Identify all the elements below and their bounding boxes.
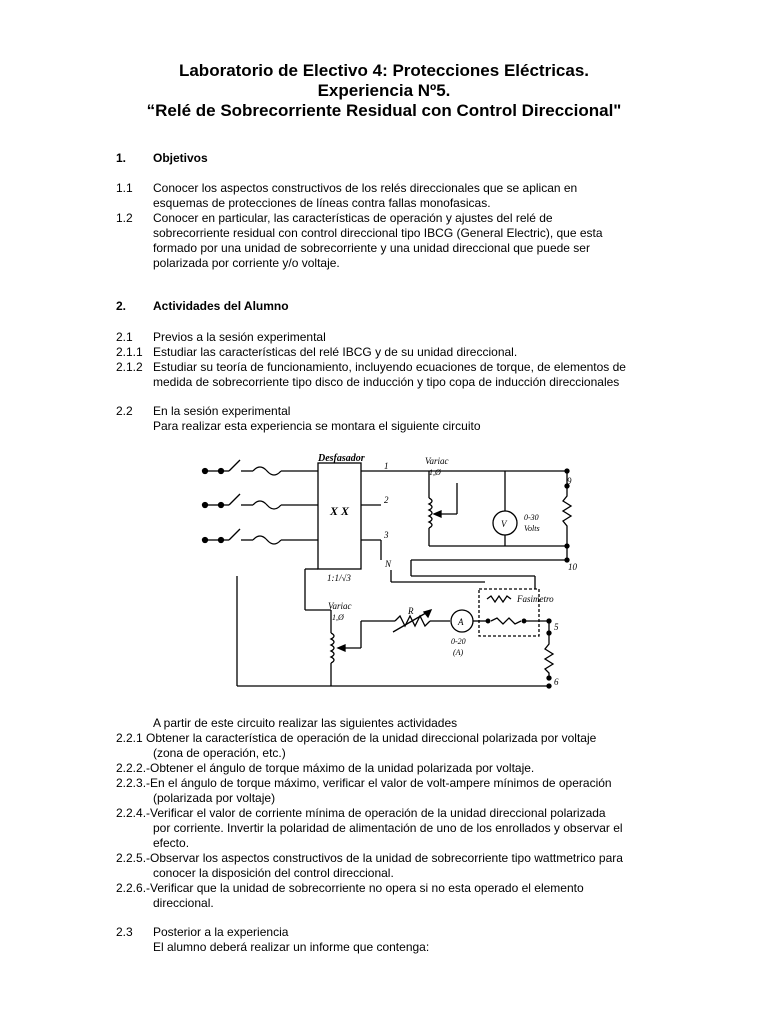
bottom-variac-coil xyxy=(331,633,334,663)
text-line: esquemas de protecciones de líneas contra fallas monofasicas. xyxy=(153,196,491,210)
text-line: Posterior a la experiencia xyxy=(153,925,289,939)
activity-lead: 2.2.5.-Observar los aspectos constructivos de la unidad de sobrecorriente tipo wattmetrico para xyxy=(116,851,623,865)
activity-continuation: conocer la disposición del control direccional. xyxy=(153,866,394,880)
text-line: En la sesión experimental xyxy=(153,404,291,418)
text-line: Para realizar esta experiencia se montara el siguiente circuito xyxy=(153,419,481,433)
activity-continuation: por corriente. Invertir la polaridad de alimentación de uno de los enrollados y observar el xyxy=(153,821,623,835)
activity-lead: 2.2.1 Obtener la característica de operación de la unidad direccional polarizada por voltaje xyxy=(116,731,597,745)
item-number: 2.1.1 xyxy=(116,345,143,359)
switches-and-fuses xyxy=(221,460,318,544)
top-variac-phase: 1,Ø xyxy=(429,468,441,477)
bottom-variac-phase: 1,Ø xyxy=(332,613,344,622)
activity-2-2-5 xyxy=(116,851,676,881)
document-title-line-2: Experiencia Nº5. xyxy=(317,81,451,100)
terminal-10-label: 10 xyxy=(568,562,577,572)
input-terminals xyxy=(203,469,224,543)
item-number: 2.1 xyxy=(116,330,133,344)
text-line: El alumno deberá realizar un informe que contenga: xyxy=(153,940,430,954)
ammeter-range: 0-20 xyxy=(451,637,466,646)
voltmeter-unit: Volts xyxy=(524,524,540,533)
item-text xyxy=(153,360,663,390)
activity-2-2-1 xyxy=(116,731,676,761)
item-text xyxy=(153,181,663,211)
windings-label: X X xyxy=(330,504,350,518)
item-number: 2.1.2 xyxy=(116,360,143,374)
item-number: 2.2 xyxy=(116,404,133,418)
item-number: 1.1 xyxy=(116,181,133,195)
activity-lead: 2.2.6.-Verificar que la unidad de sobrecorriente no opera si no esta operado el elemento xyxy=(116,881,584,895)
top-variac-coil xyxy=(429,498,432,528)
text-line: sobrecorriente residual con control direccional tipo IBCG (General Electric), que esta xyxy=(153,226,603,240)
text-line: Estudiar su teoría de funcionamiento, incluyendo ecuaciones de torque, de elementos de xyxy=(153,360,626,374)
terminal-1-label: 1 xyxy=(384,461,389,471)
terminal-3-label: 3 xyxy=(384,530,389,540)
activity-lead: 2.2.3.-En el ángulo de torque máximo, verificar el valor de volt-ampere mínimos de operación xyxy=(116,776,612,790)
text-line: formado por una unidad de sobrecorriente y una unidad direccional que puede ser xyxy=(153,241,590,255)
resistor-label: R xyxy=(408,606,414,616)
activity-continuation: direccional. xyxy=(153,896,214,910)
terminal-9-label: 9 xyxy=(567,476,572,486)
current-coil-5-6 xyxy=(545,635,553,678)
voltmeter-range: 0-30 xyxy=(524,513,539,522)
fasimetro-voltage-coil xyxy=(487,596,511,602)
intro-text: A partir de este circuito realizar las siguientes actividades xyxy=(153,716,458,730)
terminal-5-label: 5 xyxy=(554,622,559,632)
voltmeter-symbol: V xyxy=(501,519,507,529)
item-text: Estudiar las características del relé IBCG y de su unidad direccional. xyxy=(153,345,518,359)
text-line: Conocer en particular, las características de operación y ajustes del relé de xyxy=(153,211,553,225)
activity-continuation: efecto. xyxy=(153,836,190,850)
ammeter-unit: (A) xyxy=(453,648,464,657)
neutral-label: N xyxy=(385,559,392,569)
activity-lead: 2.2.2.-Obtener el ángulo de torque máximo de la unidad polarizada por voltaje. xyxy=(116,761,535,775)
section-title: Objetivos xyxy=(153,151,208,165)
document-title-line-1: Laboratorio de Electivo 4: Protecciones Eléctricas. xyxy=(178,61,590,80)
item-text xyxy=(153,211,663,271)
activity-2-2-4 xyxy=(116,806,676,851)
item-text: Previos a la sesión experimental xyxy=(153,330,326,344)
ratio-label: 1:1/√3 xyxy=(327,573,351,583)
item-number: 1.2 xyxy=(116,211,133,225)
fasimetro-label: Fasimetro xyxy=(517,594,554,604)
circuit-diagram xyxy=(195,448,590,696)
section-title: Actividades del Alumno xyxy=(153,299,289,313)
item-text xyxy=(153,925,663,955)
ammeter-symbol: A xyxy=(458,617,464,627)
bottom-variac-label: Variac xyxy=(328,601,352,611)
activity-continuation: (polarizada por voltaje) xyxy=(153,791,276,805)
item-number: 2.3 xyxy=(116,925,133,939)
activity-lead: 2.2.4.-Verificar el valor de corriente mínima de operación de la unidad direccional polarizada xyxy=(116,806,606,820)
desfasador-label: Desfasador xyxy=(318,453,365,464)
voltage-coil-9-10 xyxy=(563,488,571,546)
section-number: 2. xyxy=(116,299,127,313)
item-text xyxy=(153,404,663,434)
document-title-line-3: “Relé de Sobrecorriente Residual con Control Direccional" xyxy=(146,101,622,120)
terminal-2-label: 2 xyxy=(384,495,389,505)
activity-2-2-3 xyxy=(116,776,676,806)
activity-2-2-6 xyxy=(116,881,676,911)
text-line: polarizada por corriente y/o voltaje. xyxy=(153,256,340,270)
section-number: 1. xyxy=(116,151,127,165)
activity-2-2-2 xyxy=(116,761,676,776)
top-variac-label: Variac xyxy=(425,456,449,466)
text-line: medida de sobrecorriente tipo disco de inducción y tipo copa de inducción direccionales xyxy=(153,375,620,389)
fasimetro-current-coil xyxy=(491,618,521,624)
text-line: Conocer los aspectos constructivos de los relés direccionales que se aplican en xyxy=(153,181,578,195)
activity-continuation: (zona de operación, etc.) xyxy=(153,746,286,760)
terminal-6-label: 6 xyxy=(554,677,559,687)
